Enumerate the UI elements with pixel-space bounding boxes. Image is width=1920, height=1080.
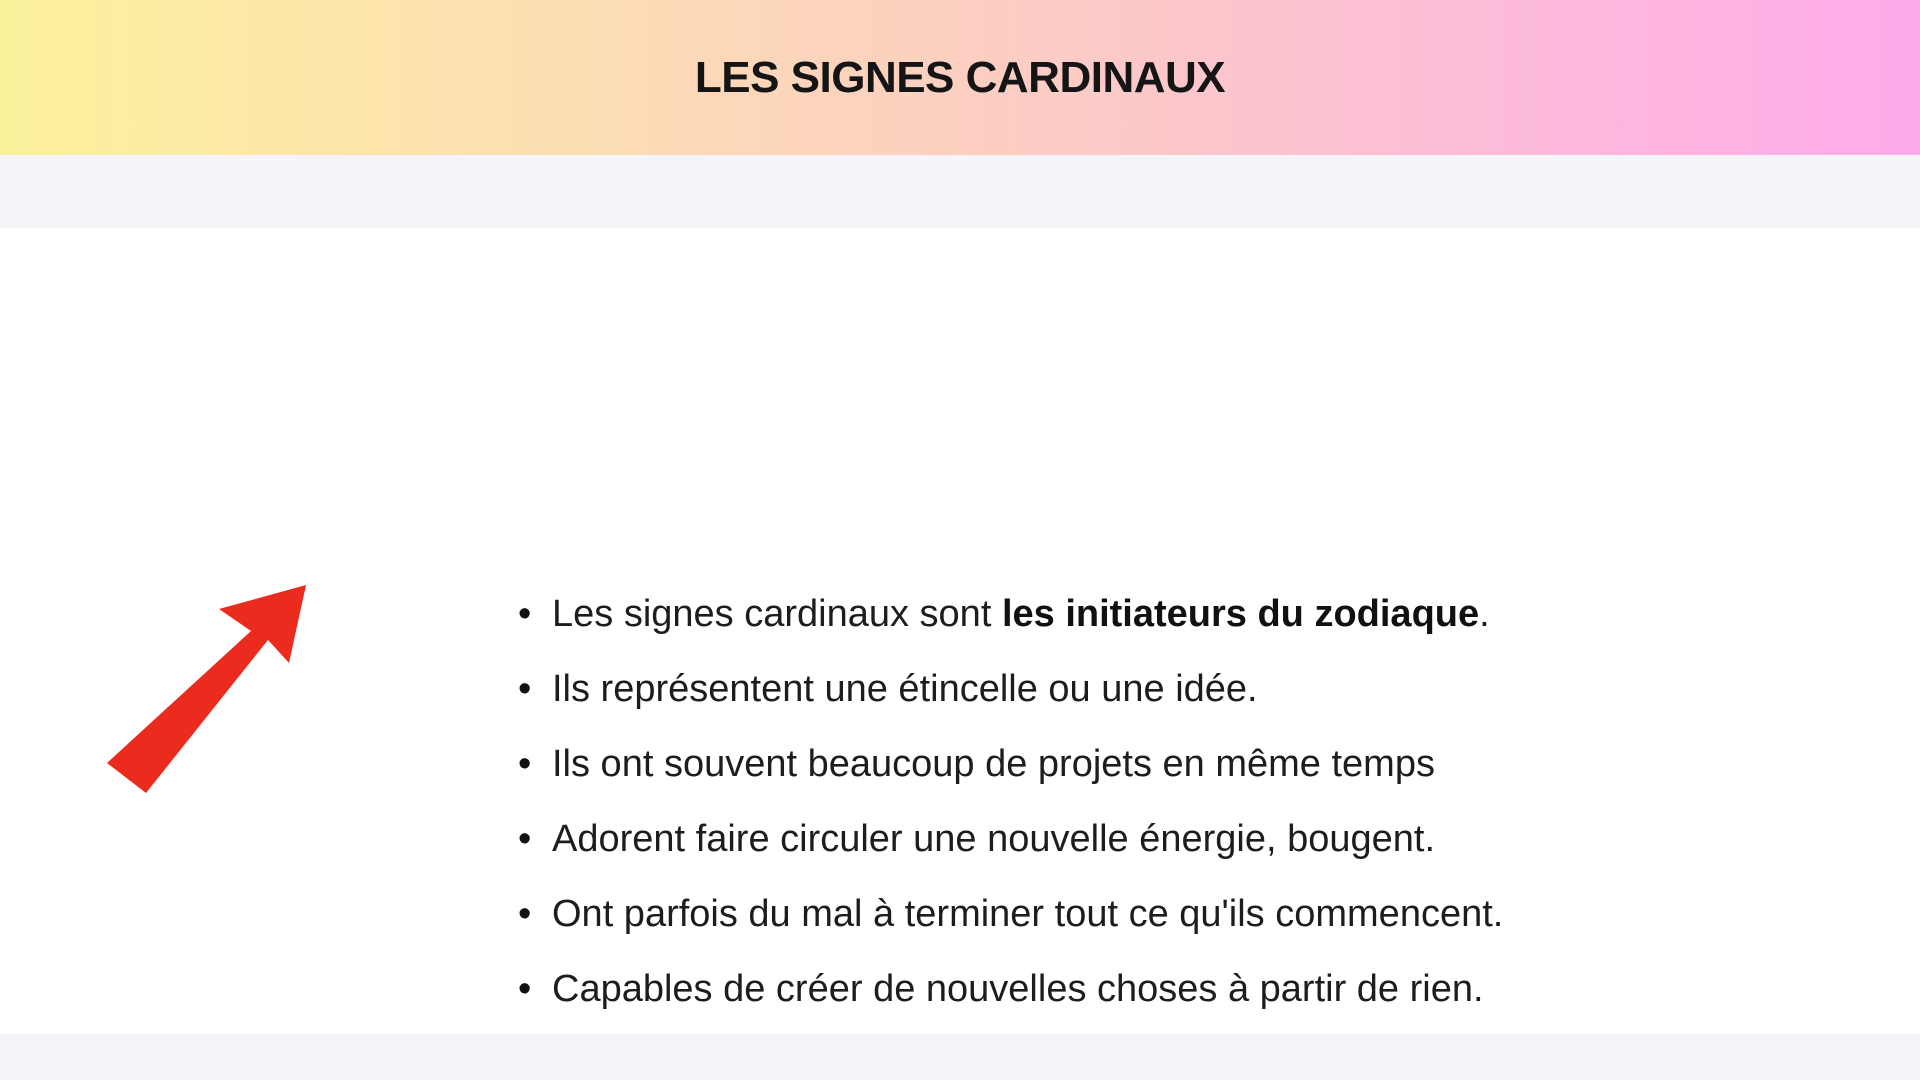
- bullet-text-bold: les initiateurs du zodiaque: [1001, 593, 1480, 635]
- slide-body: [0, 228, 1920, 1034]
- bullet-text-prefix: Les signes cardinaux sont: [552, 593, 1002, 635]
- list-item: [518, 666, 1503, 712]
- list-item: [518, 966, 1503, 1012]
- bullet-text: Ils représentent une étincelle ou une idée.: [552, 668, 1258, 710]
- list-item: [518, 741, 1503, 787]
- bullet-text: Ils ont souvent beaucoup de projets en même temps: [552, 743, 1435, 785]
- bullet-text-suffix: .: [1479, 593, 1490, 635]
- slide-header: [0, 0, 1920, 155]
- top-divider-band: [0, 155, 1920, 228]
- bottom-divider-band: [0, 1034, 1920, 1080]
- list-item: [518, 891, 1503, 937]
- page-title: LES SIGNES CARDINAUX: [694, 52, 1226, 102]
- bullet-text: Ont parfois du mal à terminer tout ce qu'ils commencent.: [552, 893, 1504, 935]
- up-right-arrow-icon: [105, 578, 315, 796]
- list-item: [518, 816, 1503, 862]
- bullet-text: Capables de créer de nouvelles choses à partir de rien.: [552, 968, 1484, 1010]
- bullet-text: Adorent faire circuler une nouvelle énergie, bougent.: [552, 818, 1436, 860]
- bullet-list: [518, 591, 1503, 1080]
- list-item: [518, 591, 1503, 637]
